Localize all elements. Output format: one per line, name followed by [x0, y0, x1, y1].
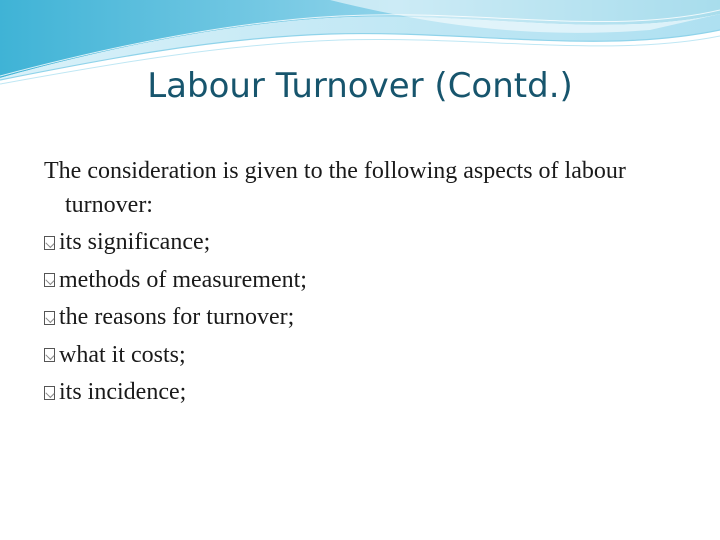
- bullet-item: [44, 224, 684, 262]
- slide-title: Labour Turnover (Contd.): [147, 66, 573, 106]
- bullet-text: its significance;: [59, 229, 211, 256]
- bullet-square-icon: [44, 273, 55, 287]
- bullet-text: its incidence;: [59, 379, 187, 406]
- intro-text: The consideration is given to the following aspects of labour turnover:: [44, 158, 626, 218]
- bullet-square-icon: [44, 236, 55, 250]
- bullet-text: what it costs;: [59, 341, 186, 368]
- bullet-item: [44, 337, 684, 375]
- bullet-text: the reasons for turnover;: [59, 304, 295, 331]
- slide-body: [44, 154, 684, 412]
- bullet-square-icon: [44, 311, 55, 325]
- bullet-item: [44, 299, 684, 337]
- bullet-item: [44, 374, 684, 412]
- bullet-text: methods of measurement;: [59, 266, 307, 293]
- bullet-item: [44, 262, 684, 300]
- bullet-square-icon: [44, 386, 55, 400]
- bullet-square-icon: [44, 348, 55, 362]
